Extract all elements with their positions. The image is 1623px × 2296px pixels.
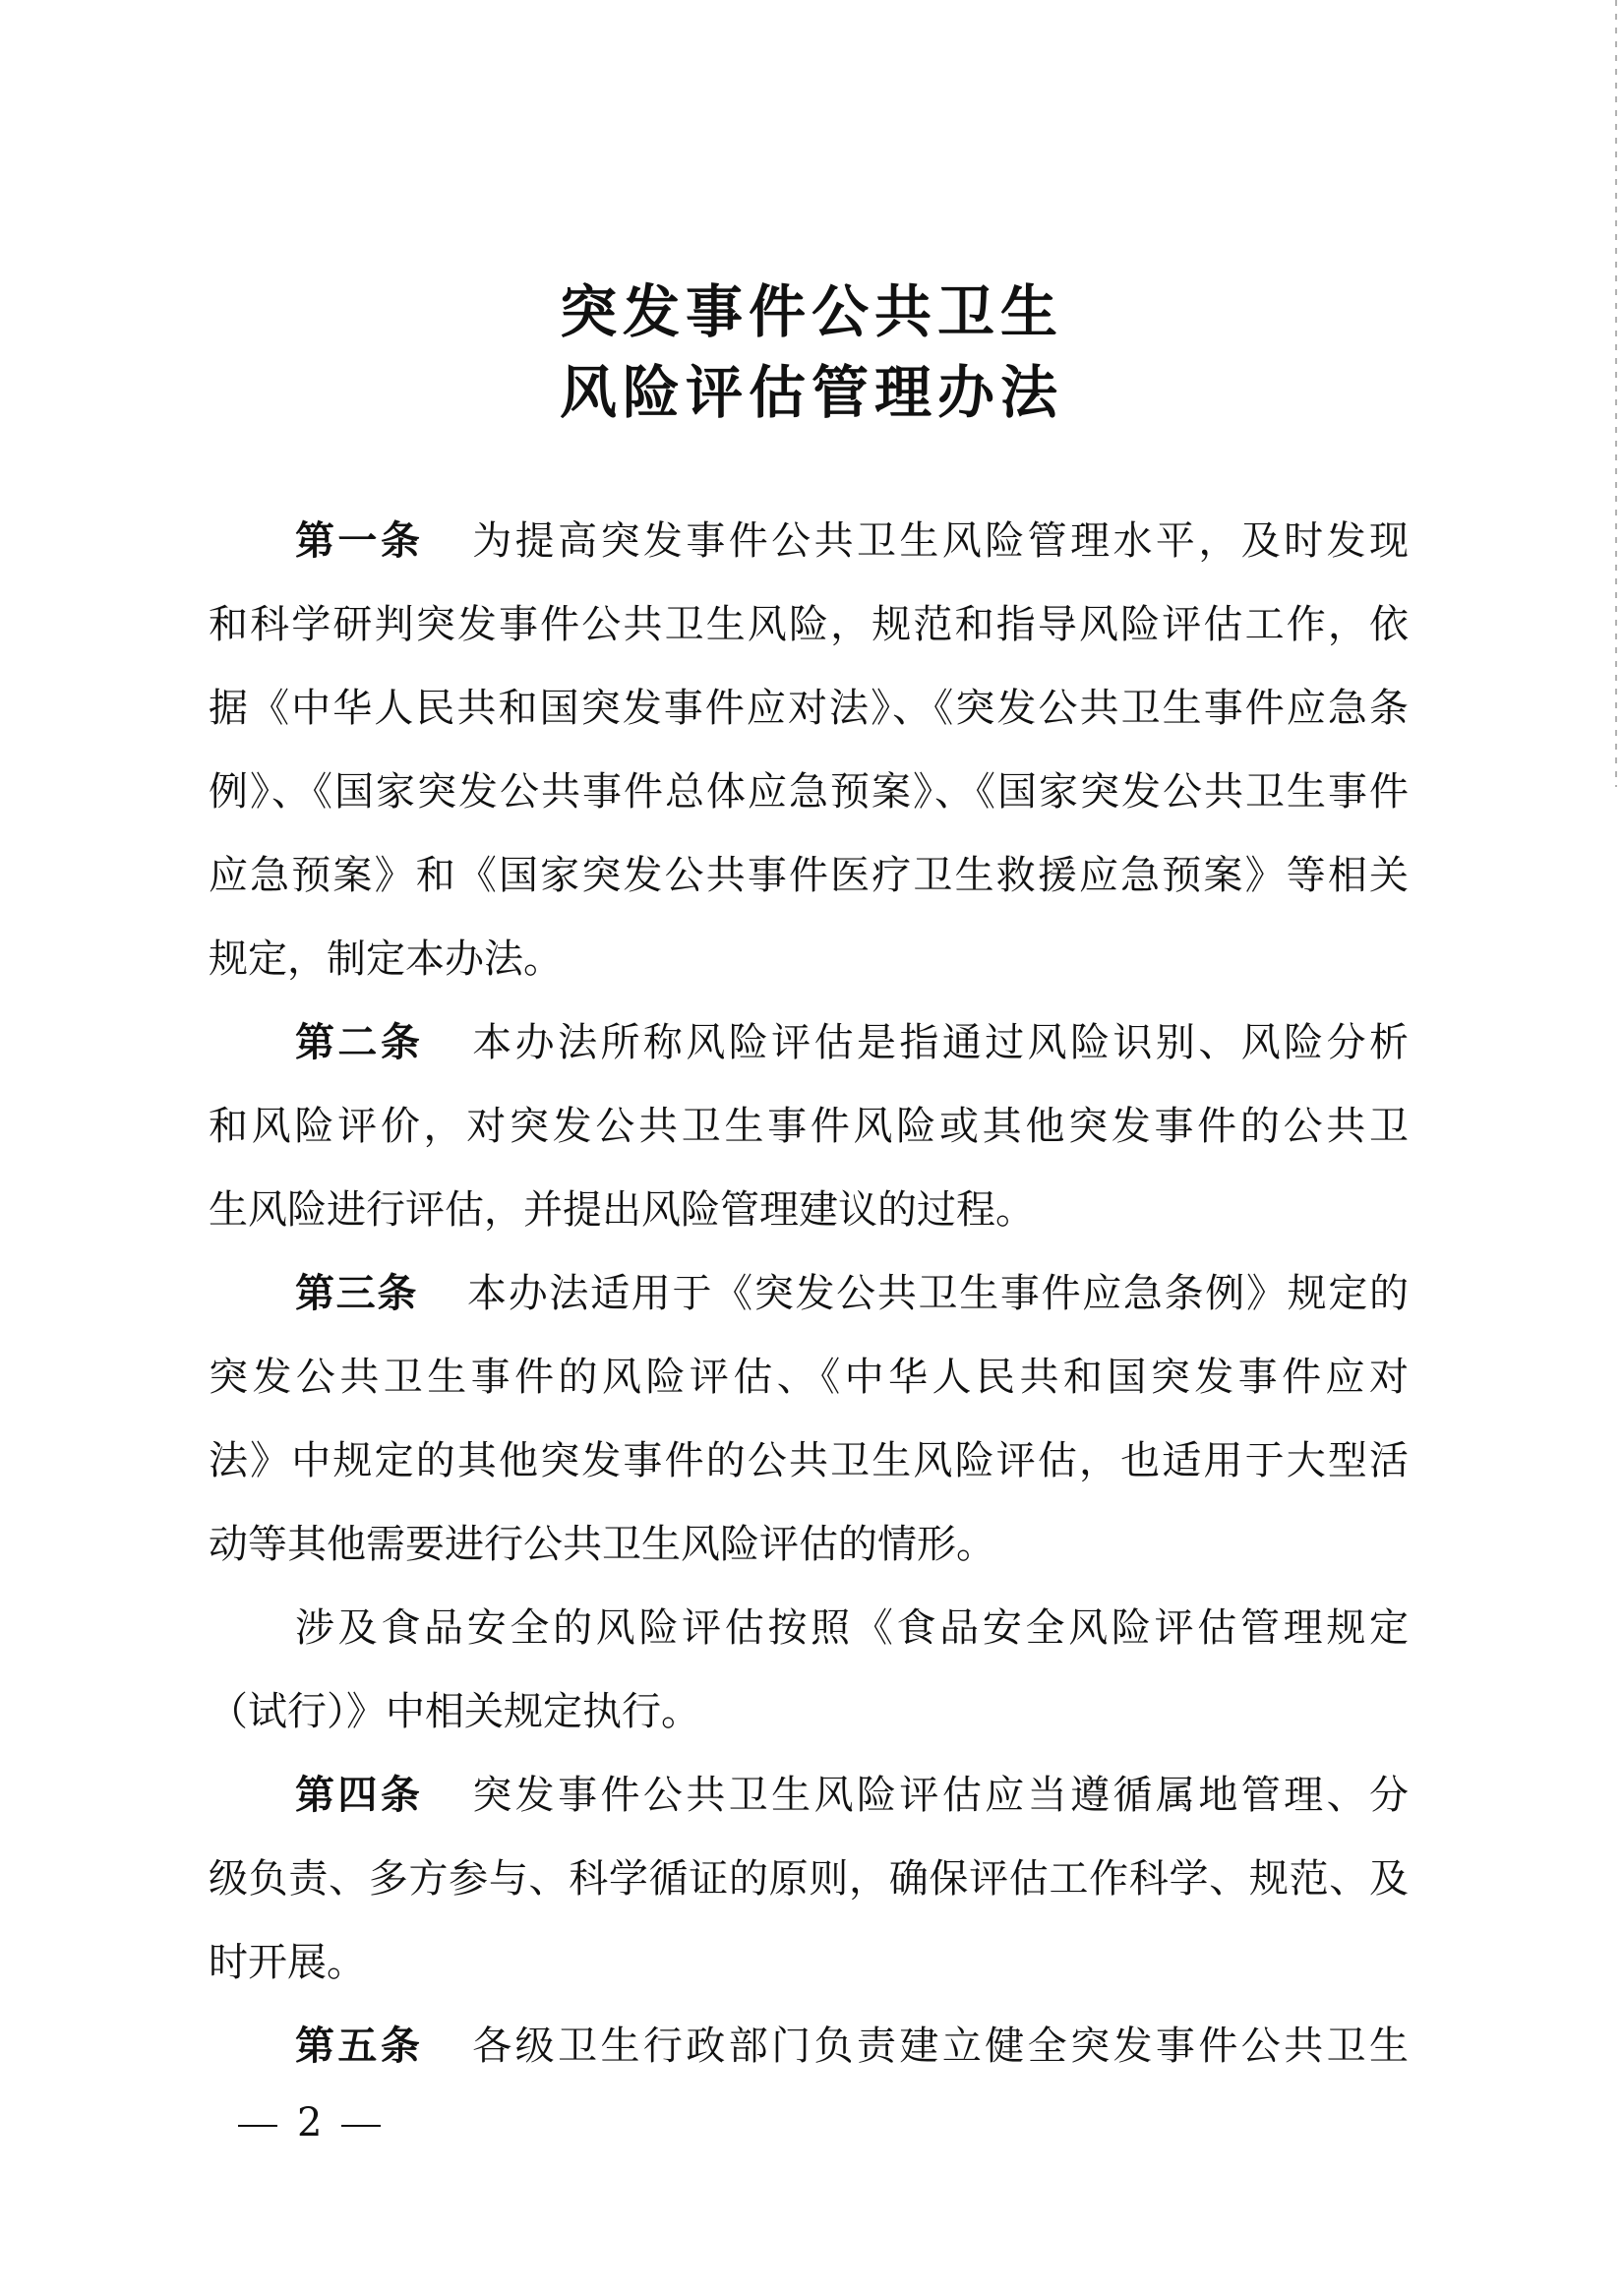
article-1-label: 第一条 [295, 517, 424, 564]
document-title-line-2: 风险评估管理办法 [559, 359, 1063, 426]
food-safety-line-1: 涉及食品安全的风险评估按照《食品安全风险评估管理规定 [295, 1605, 1409, 1651]
article-5-text: 各级卫生行政部门负责建立健全突发事件公共卫生 [472, 2024, 1409, 2069]
article-3-label: 第三条 [295, 1270, 419, 1316]
article-4-line-2: 级负责、多方参与、科学循证的原则，确保评估工作科学、规范、及 [209, 1856, 1409, 1902]
article-3-line-2: 突发公共卫生事件的风险评估、《中华人民共和国突发事件应对 [209, 1355, 1409, 1400]
article-1-line-3: 据《中华人民共和国突发事件应对法》、《突发公共卫生事件应急条 [209, 686, 1409, 731]
article-1-line-5: 应急预案》和《国家突发公共事件医疗卫生救援应急预案》等相关 [209, 853, 1409, 898]
article-3-first-line [295, 1264, 1409, 1323]
article-3-line-3: 法》中规定的其他突发事件的公共卫生风险评估，也适用于大型活 [209, 1438, 1409, 1483]
article-2-label: 第二条 [295, 1019, 424, 1065]
article-3-text: 本办法适用于《突发公共卫生事件应急条例》规定的 [467, 1271, 1410, 1316]
article-1-line-4: 例》、《国家突发公共事件总体应急预案》、《国家突发公共卫生事件 [209, 769, 1409, 815]
article-2-text: 本办法所称风险评估是指通过风险识别、风险分析 [472, 1020, 1409, 1065]
article-2-first-line [295, 1013, 1409, 1072]
page-number-value: 2 [297, 2100, 323, 2145]
food-safety-line-2: （试行）》中相关规定执行。 [209, 1689, 700, 1734]
article-3-line-4: 动等其他需要进行公共卫生风险评估的情形。 [209, 1522, 995, 1567]
page-number-left-dash [238, 2125, 277, 2127]
article-4-text: 突发事件公共卫生风险评估应当遵循属地管理、分 [472, 1773, 1409, 1818]
article-4-first-line [295, 1766, 1409, 1825]
article-1-line-2: 和科学研判突发事件公共卫生风险，规范和指导风险评估工作，依 [209, 602, 1409, 647]
article-1-text: 为提高突发事件公共卫生风险管理水平，及时发现 [472, 518, 1409, 564]
page-number [218, 2093, 400, 2152]
article-4-label: 第四条 [295, 1772, 424, 1818]
article-1-line-6: 规定，制定本办法。 [209, 937, 563, 982]
article-5-label: 第五条 [295, 2023, 424, 2069]
article-2-line-2: 和风险评价，对突发公共卫生事件风险或其他突发事件的公共卫 [209, 1104, 1409, 1149]
article-5-first-line [295, 2017, 1409, 2076]
article-2-line-3: 生风险进行评估，并提出风险管理建议的过程。 [209, 1187, 1035, 1233]
document-title-line-1: 突发事件公共卫生 [559, 278, 1063, 345]
article-1-first-line [295, 512, 1409, 571]
article-4-line-3: 时开展。 [209, 1940, 366, 1985]
page-number-right-dash [341, 2125, 381, 2127]
